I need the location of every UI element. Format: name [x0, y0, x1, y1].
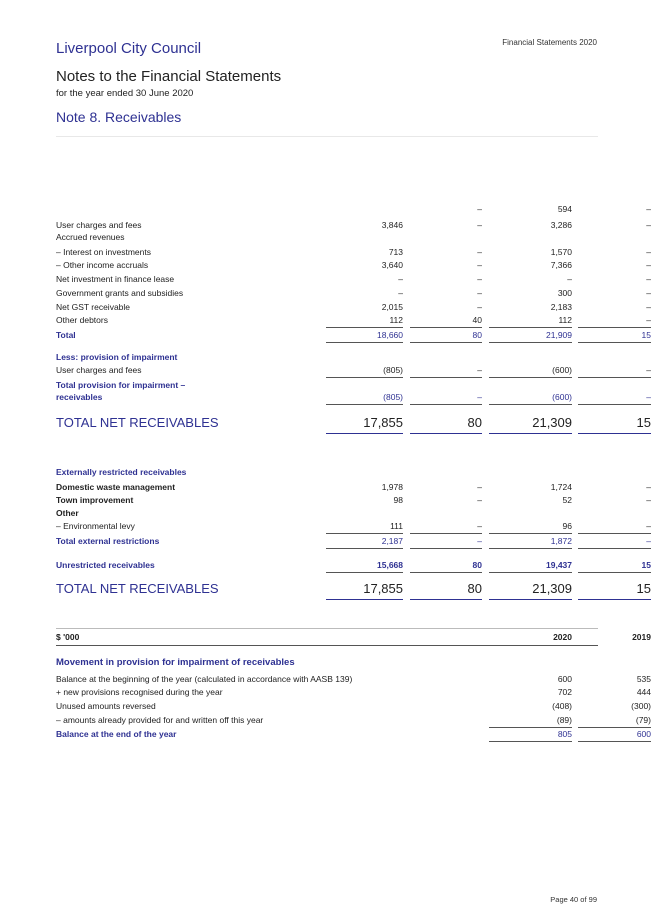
- table-row: [56, 314, 651, 327]
- cell: –: [578, 391, 651, 405]
- cell: –: [477, 288, 482, 298]
- cell: 2,015: [381, 302, 403, 312]
- cell: –: [646, 288, 651, 298]
- row-label: TOTAL NET RECEIVABLES: [56, 415, 219, 430]
- table-row: [56, 364, 651, 377]
- row-label: Accrued revenues: [56, 232, 125, 242]
- table-row: [56, 301, 651, 314]
- cell: 21,909: [489, 329, 572, 343]
- cell: 535: [636, 674, 651, 684]
- cell: 17,855: [326, 579, 403, 600]
- cell: –: [477, 260, 482, 270]
- section-heading: [56, 466, 598, 479]
- table-row: [56, 273, 651, 286]
- row-label: User charges and fees: [56, 365, 142, 375]
- row-label: Total external restrictions: [56, 536, 160, 546]
- cell: –: [398, 288, 403, 298]
- row-label: Town improvement: [56, 495, 134, 505]
- cell: 7,366: [550, 260, 572, 270]
- table-row: [56, 231, 598, 244]
- cell: 112: [326, 314, 403, 328]
- table-row: [56, 507, 598, 520]
- cell: –: [477, 247, 482, 257]
- cell: –: [477, 482, 482, 492]
- cell: (805): [326, 391, 403, 405]
- row-label: Total provision for impairment –: [56, 380, 186, 390]
- cell: 80: [410, 413, 482, 434]
- cell: 19,437: [489, 559, 572, 573]
- council-name: Liverpool City Council: [56, 40, 202, 57]
- row-label: Balance at the beginning of the year (calculated in accordance with AASB 139): [56, 674, 353, 684]
- cell: –: [477, 220, 482, 230]
- total-row-label: [56, 379, 598, 390]
- unrestricted-row: [56, 559, 651, 572]
- cell: 15: [578, 329, 651, 343]
- table-row: [56, 494, 651, 507]
- section-heading: [56, 656, 598, 669]
- cell: 600: [578, 728, 651, 742]
- cell: –: [646, 274, 651, 284]
- row-label: Other debtors: [56, 315, 108, 325]
- cell: 3,286: [550, 220, 572, 230]
- cell: 2,187: [326, 535, 403, 549]
- row-label: User charges and fees: [56, 220, 142, 230]
- cell: –: [646, 482, 651, 492]
- cell: –: [477, 302, 482, 312]
- total-row: [56, 329, 651, 342]
- cell: –: [646, 220, 651, 230]
- restricted-heading: Externally restricted receivables: [56, 467, 187, 477]
- cell: 98: [393, 495, 403, 505]
- row-label: – Interest on investments: [56, 247, 151, 257]
- period-subtitle: for the year ended 30 June 2020: [56, 88, 194, 99]
- cell: 80: [410, 579, 482, 600]
- cell: 111: [326, 520, 403, 534]
- cell: 600: [557, 674, 572, 684]
- row-label: receivables: [56, 392, 103, 402]
- row-label: – Other income accruals: [56, 260, 149, 270]
- cell: –: [646, 260, 651, 270]
- closing-balance-row: [56, 728, 651, 741]
- cell: (79): [578, 714, 651, 728]
- cell: 80: [410, 559, 482, 573]
- cell: 17,855: [326, 413, 403, 434]
- cell: 1,978: [381, 482, 403, 492]
- cell: (408): [552, 701, 572, 711]
- cell: 702: [557, 687, 572, 697]
- cell: 52: [562, 495, 572, 505]
- year-2020-header: 2020: [553, 632, 572, 642]
- table-row: [56, 287, 651, 300]
- cell: –: [477, 274, 482, 284]
- row-label: Net GST receivable: [56, 302, 131, 312]
- row-label: + new provisions recognised during the year: [56, 687, 223, 697]
- table-row: [56, 246, 651, 259]
- cell: –: [578, 535, 651, 549]
- row-label: – Environmental levy: [56, 521, 135, 531]
- cell: 21,309: [489, 413, 572, 434]
- cell: –: [398, 274, 403, 284]
- cell: –: [646, 204, 651, 214]
- cell: 21,309: [489, 579, 572, 600]
- table-row: [56, 520, 651, 533]
- cell: 444: [636, 687, 651, 697]
- cell: –: [410, 535, 482, 549]
- cell: 15: [578, 559, 651, 573]
- cell: (600): [489, 391, 572, 405]
- grand-total-row: [56, 413, 651, 433]
- cell: 18,660: [326, 329, 403, 343]
- table-row: [56, 714, 651, 727]
- cell: 1,724: [550, 482, 572, 492]
- cell: 713: [388, 247, 403, 257]
- cell: (805): [326, 364, 403, 378]
- cell: –: [410, 520, 482, 534]
- table-row: [56, 259, 651, 272]
- cell: –: [477, 204, 482, 214]
- cell: 3,846: [381, 220, 403, 230]
- row-label: Domestic waste management: [56, 482, 176, 492]
- page-number: Page 40 of 99: [550, 895, 597, 904]
- total-row: [56, 535, 651, 548]
- notes-title: Notes to the Financial Statements: [56, 68, 282, 85]
- cell: –: [578, 364, 651, 378]
- table-row: [56, 686, 651, 699]
- cell: 2,183: [550, 302, 572, 312]
- year-2019-header: 2019: [632, 632, 651, 642]
- unit-label: $ '000: [56, 632, 80, 642]
- cell: –: [410, 364, 482, 378]
- cell: 96: [489, 520, 572, 534]
- cell: –: [578, 314, 651, 328]
- table-row: [56, 203, 651, 216]
- table-row: [56, 673, 651, 686]
- row-label: Total: [56, 330, 76, 340]
- total-row: [56, 391, 651, 404]
- cell: 112: [489, 314, 572, 328]
- row-label: Government grants and subsidies: [56, 288, 184, 298]
- cell: 15: [578, 579, 651, 600]
- grand-total-row: [56, 579, 651, 599]
- cell: –: [578, 520, 651, 534]
- row-label: Balance at the end of the year: [56, 729, 177, 739]
- movement-table-header: [56, 628, 651, 646]
- cell: –: [646, 247, 651, 257]
- cell: –: [646, 302, 651, 312]
- row-label: Unrestricted receivables: [56, 560, 155, 570]
- section-heading: [56, 351, 598, 364]
- cell: 15,668: [326, 559, 403, 573]
- row-label: – amounts already provided for and written off this year: [56, 715, 264, 725]
- cell: –: [646, 495, 651, 505]
- cell: 80: [410, 329, 482, 343]
- cell: 1,872: [489, 535, 572, 549]
- movement-heading: Movement in provision for impairment of receivables: [56, 657, 295, 668]
- document-title: Financial Statements 2020: [502, 38, 597, 47]
- cell: 40: [410, 314, 482, 328]
- cell: 300: [557, 288, 572, 298]
- row-label: Net investment in finance lease: [56, 274, 175, 284]
- row-label: TOTAL NET RECEIVABLES: [56, 581, 219, 596]
- row-label: Other: [56, 508, 79, 518]
- less-heading: Less: provision of impairment: [56, 352, 178, 362]
- cell: 1,570: [550, 247, 572, 257]
- cell: –: [410, 391, 482, 405]
- cell: –: [567, 274, 572, 284]
- cell: 15: [578, 413, 651, 434]
- table-row: [56, 481, 651, 494]
- cell: (300): [631, 701, 651, 711]
- cell: 594: [557, 204, 572, 214]
- row-label: Unused amounts reversed: [56, 701, 156, 711]
- cell: (600): [489, 364, 572, 378]
- table-row: [56, 700, 651, 713]
- cell: (89): [489, 714, 572, 728]
- cell: 3,640: [381, 260, 403, 270]
- divider: [56, 136, 598, 137]
- note-title: Note 8. Receivables: [56, 109, 182, 125]
- cell: –: [477, 495, 482, 505]
- cell: 805: [489, 728, 572, 742]
